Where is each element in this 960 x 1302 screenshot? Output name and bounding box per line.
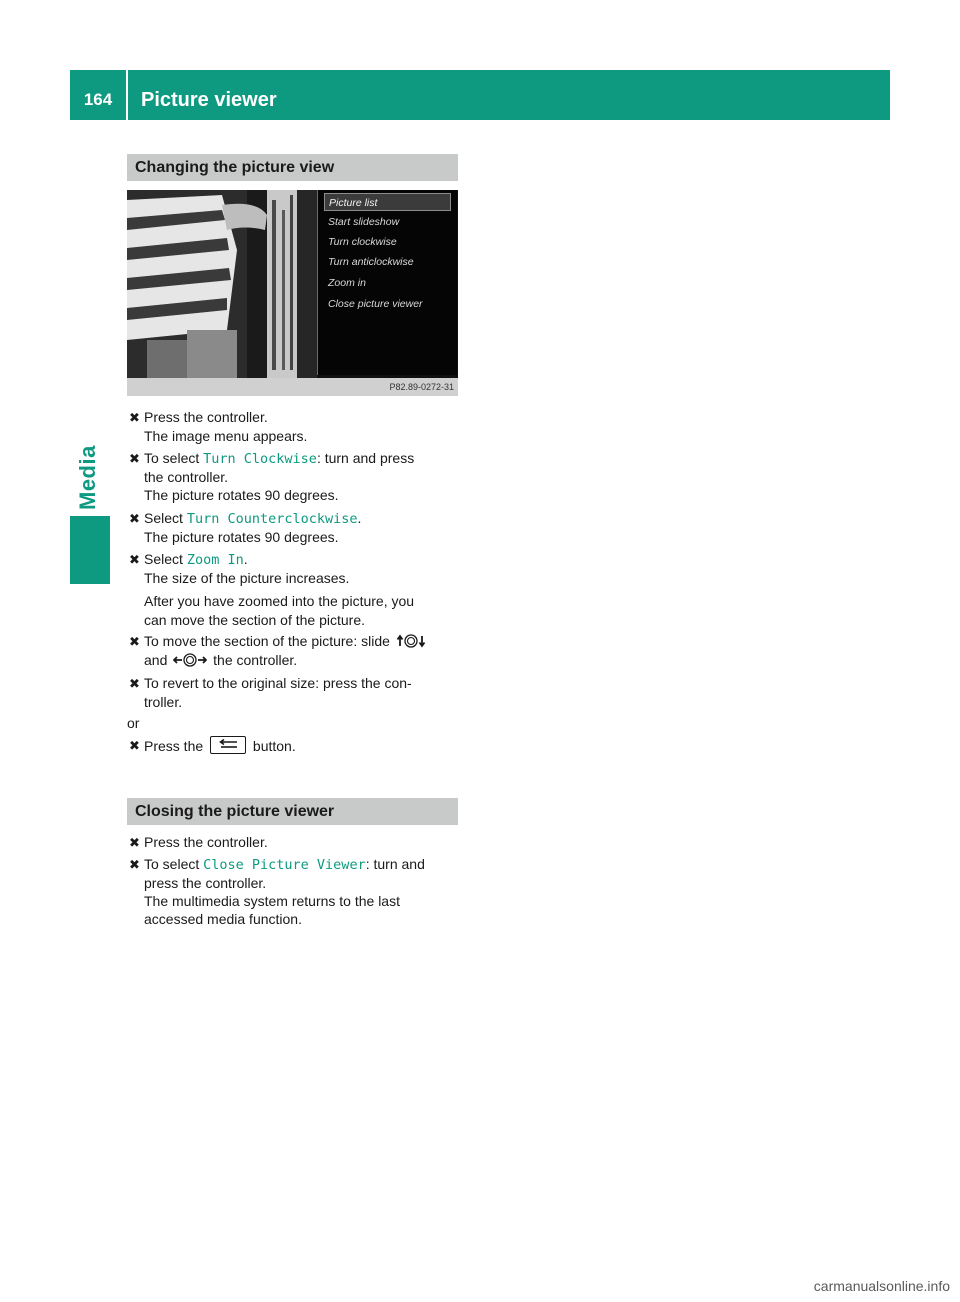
step-arrow-icon: ✖ xyxy=(129,410,140,425)
code-turn-clockwise: Turn Clockwise xyxy=(203,451,317,467)
code-turn-counterclockwise: Turn Counterclockwise xyxy=(186,511,358,527)
code-zoom-in: Zoom In xyxy=(186,552,244,568)
back-button-icon xyxy=(210,736,246,754)
menu-item-picture-list[interactable]: Picture list xyxy=(324,193,451,211)
step-arrow-icon: ✖ xyxy=(129,634,140,649)
watermark: carmanualsonline.info xyxy=(813,1278,950,1294)
step-arrow-icon: ✖ xyxy=(129,835,140,850)
controller-slide-left-right-icon xyxy=(173,652,207,668)
controller-slide-up-down-icon xyxy=(396,633,426,649)
header-divider xyxy=(126,70,128,120)
step-arrow-icon: ✖ xyxy=(129,738,140,753)
section-heading-changing-view: Changing the picture view xyxy=(127,154,458,181)
step-arrow-icon: ✖ xyxy=(129,511,140,526)
step-arrow-icon: ✖ xyxy=(129,857,140,872)
section-heading-closing-viewer: Closing the picture viewer xyxy=(127,798,458,825)
figure-code: P82.89-0272-31 xyxy=(389,382,454,392)
menu-item-zoom-in[interactable]: Zoom in xyxy=(328,277,366,289)
step-arrow-icon: ✖ xyxy=(129,451,140,466)
image-menu xyxy=(317,190,457,375)
side-tab-label: Media xyxy=(75,445,100,510)
menu-item-turn-clockwise[interactable]: Turn clockwise xyxy=(328,236,397,248)
step-arrow-icon: ✖ xyxy=(129,676,140,691)
menu-item-turn-anticlockwise[interactable]: Turn anticlockwise xyxy=(328,256,414,268)
or-text: or xyxy=(127,715,140,731)
picture-viewer-screenshot xyxy=(127,190,458,396)
code-close-picture-viewer: Close Picture Viewer xyxy=(203,857,366,873)
menu-item-close-picture-viewer[interactable]: Close picture viewer xyxy=(328,298,423,310)
page-title: Picture viewer xyxy=(141,89,277,111)
page-number: 164 xyxy=(83,90,113,109)
step-arrow-icon: ✖ xyxy=(129,552,140,567)
side-tab-marker xyxy=(70,516,110,584)
figure-caption-bar xyxy=(127,378,458,396)
menu-item-start-slideshow[interactable]: Start slideshow xyxy=(328,216,400,228)
